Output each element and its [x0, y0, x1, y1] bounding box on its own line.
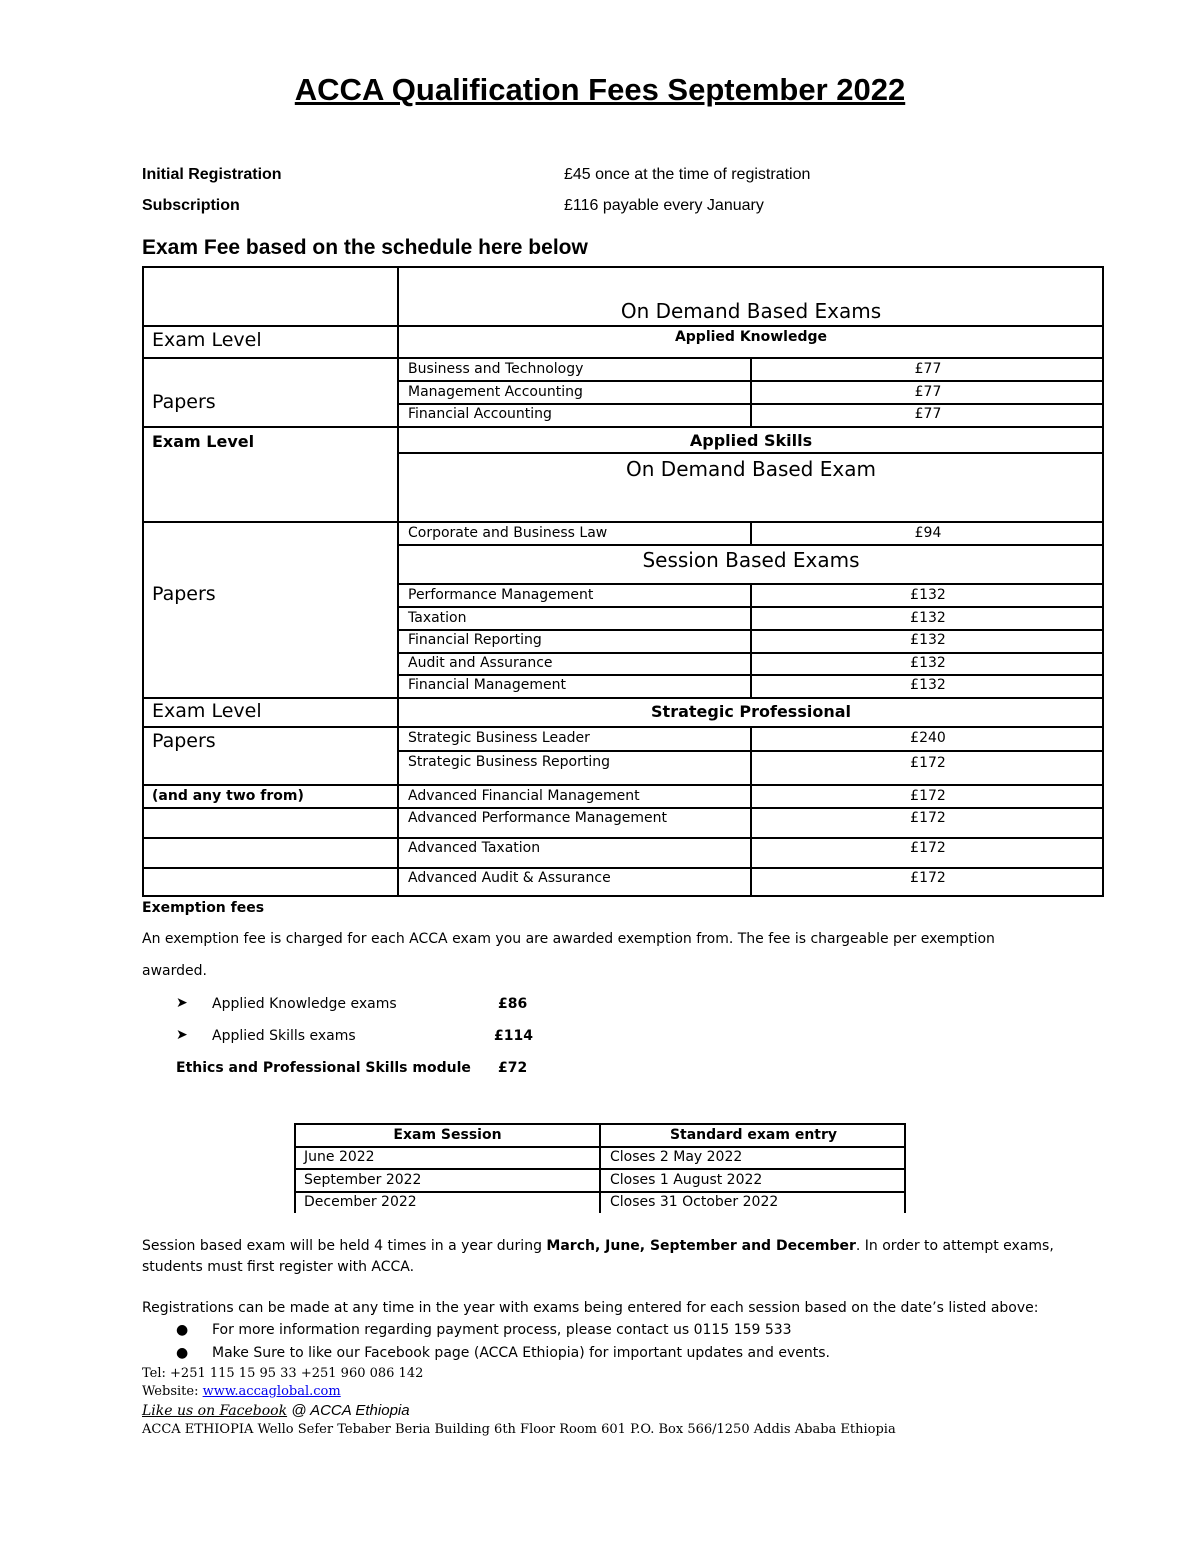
paper-fee: £172 — [910, 810, 946, 826]
session-based-label: Session Based Exams — [642, 548, 860, 572]
exemption-text-cont: awarded. — [142, 963, 207, 979]
session-note-cont: students must first register with ACCA. — [142, 1259, 415, 1275]
entry-cell: Closes 1 August 2022 — [610, 1172, 763, 1188]
bullet-icon: ● — [176, 1322, 189, 1338]
paper-fee: £172 — [910, 755, 946, 771]
session-cell: December 2022 — [304, 1194, 417, 1210]
strategic-professional-level: Strategic Professional — [651, 702, 851, 721]
paper-fee: £172 — [910, 840, 946, 856]
paper-name: Advanced Financial Management — [408, 788, 640, 804]
exemption-item-fee: £86 — [498, 996, 528, 1012]
footer-facebook: Like us on Facebook @ ACCA Ethiopia — [142, 1402, 410, 1419]
papers-label: Papers — [152, 391, 216, 413]
paper-name: Advanced Taxation — [408, 840, 541, 856]
paper-fee: £240 — [910, 730, 946, 746]
initial-registration-value: £45 once at the time of registration — [564, 166, 811, 183]
subscription-value: £116 payable every January — [564, 197, 764, 214]
paper-fee: £132 — [910, 632, 946, 648]
on-demand-header: On Demand Based Exams — [620, 299, 882, 323]
exemption-text: An exemption fee is charged for each ACCA exam you are awarded exemption from. The fee is chargeable per exemption — [142, 931, 995, 947]
paper-fee: £132 — [910, 587, 946, 603]
exam-level-label: Exam Level — [152, 329, 262, 351]
paper-fee: £172 — [910, 788, 946, 804]
page-title: ACCA Qualification Fees September 2022 — [294, 72, 906, 107]
session-cell: June 2022 — [304, 1149, 375, 1165]
paper-fee: £77 — [914, 384, 942, 400]
bullet-icon: ● — [176, 1345, 189, 1361]
paper-name: Strategic Business Reporting — [408, 754, 610, 770]
papers-label: Papers — [152, 583, 216, 605]
paper-name: Financial Accounting — [408, 406, 552, 422]
arrow-bullet-icon: ➤ — [176, 1027, 188, 1043]
paper-name: Financial Reporting — [408, 632, 542, 648]
paper-fee: £94 — [914, 525, 942, 541]
paper-name: Advanced Performance Management — [408, 810, 667, 826]
paper-name: Advanced Audit & Assurance — [408, 870, 611, 886]
level-column-divider — [397, 266, 399, 897]
paper-name: Strategic Business Leader — [408, 730, 590, 746]
paper-fee: £172 — [910, 870, 946, 886]
facebook-link[interactable]: Like us on Facebook — [142, 1403, 288, 1419]
paper-fee: £132 — [910, 610, 946, 626]
exemption-heading: Exemption fees — [142, 900, 265, 916]
paper-fee: £132 — [910, 677, 946, 693]
paper-fee: £132 — [910, 655, 946, 671]
applied-skills-level: Applied Skills — [689, 431, 813, 450]
paper-name: Financial Management — [408, 677, 566, 693]
paper-name: Management Accounting — [408, 384, 583, 400]
exam-fee-heading: Exam Fee based on the schedule here below — [142, 236, 588, 259]
website-link[interactable]: www.accaglobal.com — [202, 1384, 341, 1399]
registrations-note: Registrations can be made at any time in the year with exams being entered for each session based on the date’s listed above: — [142, 1300, 1039, 1316]
paper-name: Performance Management — [408, 587, 594, 603]
note-bullet: Make Sure to like our Facebook page (ACCA Ethiopia) for important updates and events. — [212, 1345, 830, 1361]
session-cell: September 2022 — [304, 1172, 422, 1188]
session-note: Session based exam will be held 4 times in a year during March, June, September and December. In order to attempt exams, — [142, 1238, 1054, 1254]
paper-name: Taxation — [408, 610, 467, 626]
exemption-item-fee: £114 — [494, 1028, 533, 1044]
on-demand-exam-label: On Demand Based Exam — [626, 457, 876, 481]
footer-website: Website: www.accaglobal.com — [142, 1384, 341, 1399]
entry-cell: Closes 31 October 2022 — [610, 1194, 779, 1210]
footer-address: ACCA ETHIOPIA Wello Sefer Tebaber Beria Building 6th Floor Room 601 P.O. Box 566/1250 Addis Ababa Ethiopia — [142, 1422, 896, 1437]
exemption-item-label: Applied Skills exams — [212, 1028, 356, 1044]
ethics-fee: £72 — [498, 1060, 528, 1076]
paper-name: Audit and Assurance — [408, 655, 553, 671]
papers-label: Papers — [152, 730, 216, 752]
session-header: Exam Session — [393, 1127, 502, 1143]
paper-name: Business and Technology — [408, 361, 584, 377]
arrow-bullet-icon: ➤ — [176, 995, 188, 1011]
paper-fee: £77 — [914, 361, 942, 377]
initial-registration-label: Initial Registration — [142, 166, 282, 183]
applied-knowledge-level: Applied Knowledge — [674, 329, 828, 345]
footer-tel: Tel: +251 115 15 95 33 +251 960 086 142 — [142, 1366, 424, 1381]
paper-fee: £77 — [914, 406, 942, 422]
exam-level-label: Exam Level — [152, 700, 262, 722]
any-two-label: (and any two from) — [152, 788, 304, 804]
exemption-item-label: Applied Knowledge exams — [212, 996, 397, 1012]
exam-level-label: Exam Level — [152, 432, 255, 451]
paper-name: Corporate and Business Law — [408, 525, 608, 541]
entry-cell: Closes 2 May 2022 — [610, 1149, 743, 1165]
entry-header: Standard exam entry — [669, 1127, 838, 1143]
ethics-label: Ethics and Professional Skills module — [176, 1060, 471, 1076]
note-bullet: For more information regarding payment process, please contact us 0115 159 533 — [212, 1322, 792, 1338]
subscription-label: Subscription — [142, 197, 240, 214]
